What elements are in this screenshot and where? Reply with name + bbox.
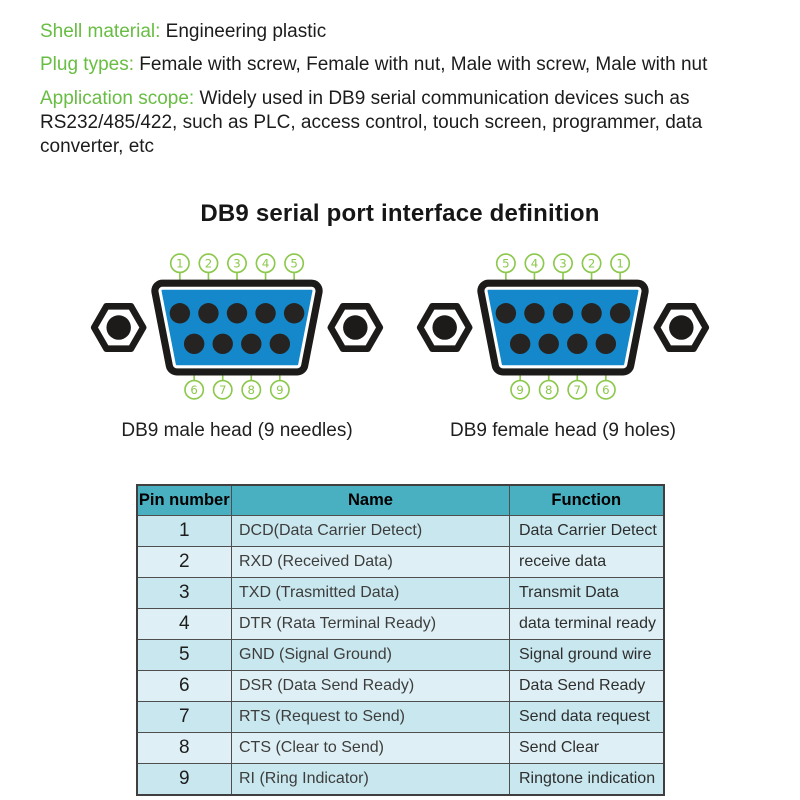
cell-func: Transmit Data bbox=[510, 578, 664, 609]
cell-name: TXD (Trasmitted Data) bbox=[232, 578, 510, 609]
cell-pin: 9 bbox=[137, 764, 232, 795]
info-plug-types bbox=[40, 53, 762, 77]
cell-func: Data Carrier Detect bbox=[510, 516, 664, 547]
table-row bbox=[137, 702, 664, 733]
db9-male-graphic-slot bbox=[89, 250, 385, 408]
cell-func: Signal ground wire bbox=[510, 640, 664, 671]
db9-male-diagram bbox=[89, 250, 385, 442]
cell-name: RTS (Request to Send) bbox=[232, 702, 510, 733]
cell-name: DTR (Rata Terminal Ready) bbox=[232, 609, 510, 640]
cell-pin: 7 bbox=[137, 702, 232, 733]
table-row bbox=[137, 764, 664, 795]
header-name: Name bbox=[232, 485, 510, 516]
svg-text:5: 5 bbox=[502, 255, 510, 270]
svg-text:4: 4 bbox=[261, 255, 270, 270]
svg-text:2: 2 bbox=[587, 255, 596, 270]
svg-text:1: 1 bbox=[176, 255, 184, 270]
cell-pin: 6 bbox=[137, 671, 232, 702]
info-application-scope-label: Application scope: bbox=[40, 87, 195, 109]
cell-name: CTS (Clear to Send) bbox=[232, 733, 510, 764]
pin-table-header bbox=[137, 485, 664, 516]
cell-func: receive data bbox=[510, 547, 664, 578]
info-application-scope-value: Widely used in DB9 serial communication devices such as RS232/485/422, such as PLC, access control, touch screen, programmer, data converter, etc bbox=[40, 87, 703, 158]
svg-text:7: 7 bbox=[218, 382, 227, 397]
info-application-scope bbox=[40, 87, 762, 160]
pin-definition-section bbox=[0, 484, 800, 796]
db9-male-label: DB9 male head (9 needles) bbox=[121, 419, 353, 441]
svg-text:6: 6 bbox=[602, 382, 610, 397]
svg-text:6: 6 bbox=[190, 382, 198, 397]
female-connector-graphic bbox=[415, 250, 711, 403]
page-title: DB9 serial port interface definition bbox=[200, 199, 600, 227]
table-row bbox=[137, 516, 664, 547]
cell-name: RXD (Received Data) bbox=[232, 547, 510, 578]
table-row bbox=[137, 609, 664, 640]
cell-name: DCD(Data Carrier Detect) bbox=[232, 516, 510, 547]
cell-func: Ringtone indication bbox=[510, 764, 664, 795]
svg-text:4: 4 bbox=[530, 255, 539, 270]
cell-pin: 8 bbox=[137, 733, 232, 764]
info-shell-material-label: Shell material: bbox=[40, 21, 161, 42]
svg-text:8: 8 bbox=[247, 382, 256, 397]
product-info bbox=[0, 0, 800, 160]
svg-text:3: 3 bbox=[559, 255, 567, 270]
cell-func: Send Clear bbox=[510, 733, 664, 764]
svg-text:7: 7 bbox=[573, 382, 582, 397]
table-row bbox=[137, 578, 664, 609]
pin-table-body bbox=[137, 516, 664, 795]
pin-definition-table bbox=[136, 484, 665, 796]
table-row bbox=[137, 671, 664, 702]
svg-text:3: 3 bbox=[233, 255, 241, 270]
cell-func: data terminal ready bbox=[510, 609, 664, 640]
svg-text:2: 2 bbox=[204, 255, 213, 270]
svg-text:1: 1 bbox=[616, 255, 624, 270]
cell-pin: 2 bbox=[137, 547, 232, 578]
cell-pin: 3 bbox=[137, 578, 232, 609]
cell-name: GND (Signal Ground) bbox=[232, 640, 510, 671]
header-function: Function bbox=[510, 485, 664, 516]
info-shell-material bbox=[40, 20, 762, 44]
cell-name: RI (Ring Indicator) bbox=[232, 764, 510, 795]
svg-text:8: 8 bbox=[544, 382, 553, 397]
cell-func: Data Send Ready bbox=[510, 671, 664, 702]
connector-diagrams bbox=[0, 250, 800, 442]
cell-pin: 1 bbox=[137, 516, 232, 547]
db9-female-label: DB9 female head (9 holes) bbox=[449, 419, 676, 441]
svg-text:5: 5 bbox=[290, 255, 298, 270]
db9-female-graphic-slot bbox=[415, 250, 711, 408]
header-pin-number: Pin number bbox=[137, 485, 232, 516]
cell-pin: 5 bbox=[137, 640, 232, 671]
svg-text:9: 9 bbox=[276, 382, 284, 397]
table-row bbox=[137, 733, 664, 764]
table-row bbox=[137, 640, 664, 671]
svg-text:9: 9 bbox=[516, 382, 524, 397]
cell-func: Send data request bbox=[510, 702, 664, 733]
cell-pin: 4 bbox=[137, 609, 232, 640]
table-row bbox=[137, 547, 664, 578]
cell-name: DSR (Data Send Ready) bbox=[232, 671, 510, 702]
db9-female-diagram bbox=[415, 250, 711, 442]
info-plug-types-value: Female with screw, Female with nut, Male with screw, Male with nut bbox=[134, 54, 708, 76]
male-connector-graphic bbox=[89, 250, 385, 403]
info-shell-material-value: Engineering plastic bbox=[160, 21, 327, 42]
info-plug-types-label: Plug types: bbox=[40, 54, 134, 76]
